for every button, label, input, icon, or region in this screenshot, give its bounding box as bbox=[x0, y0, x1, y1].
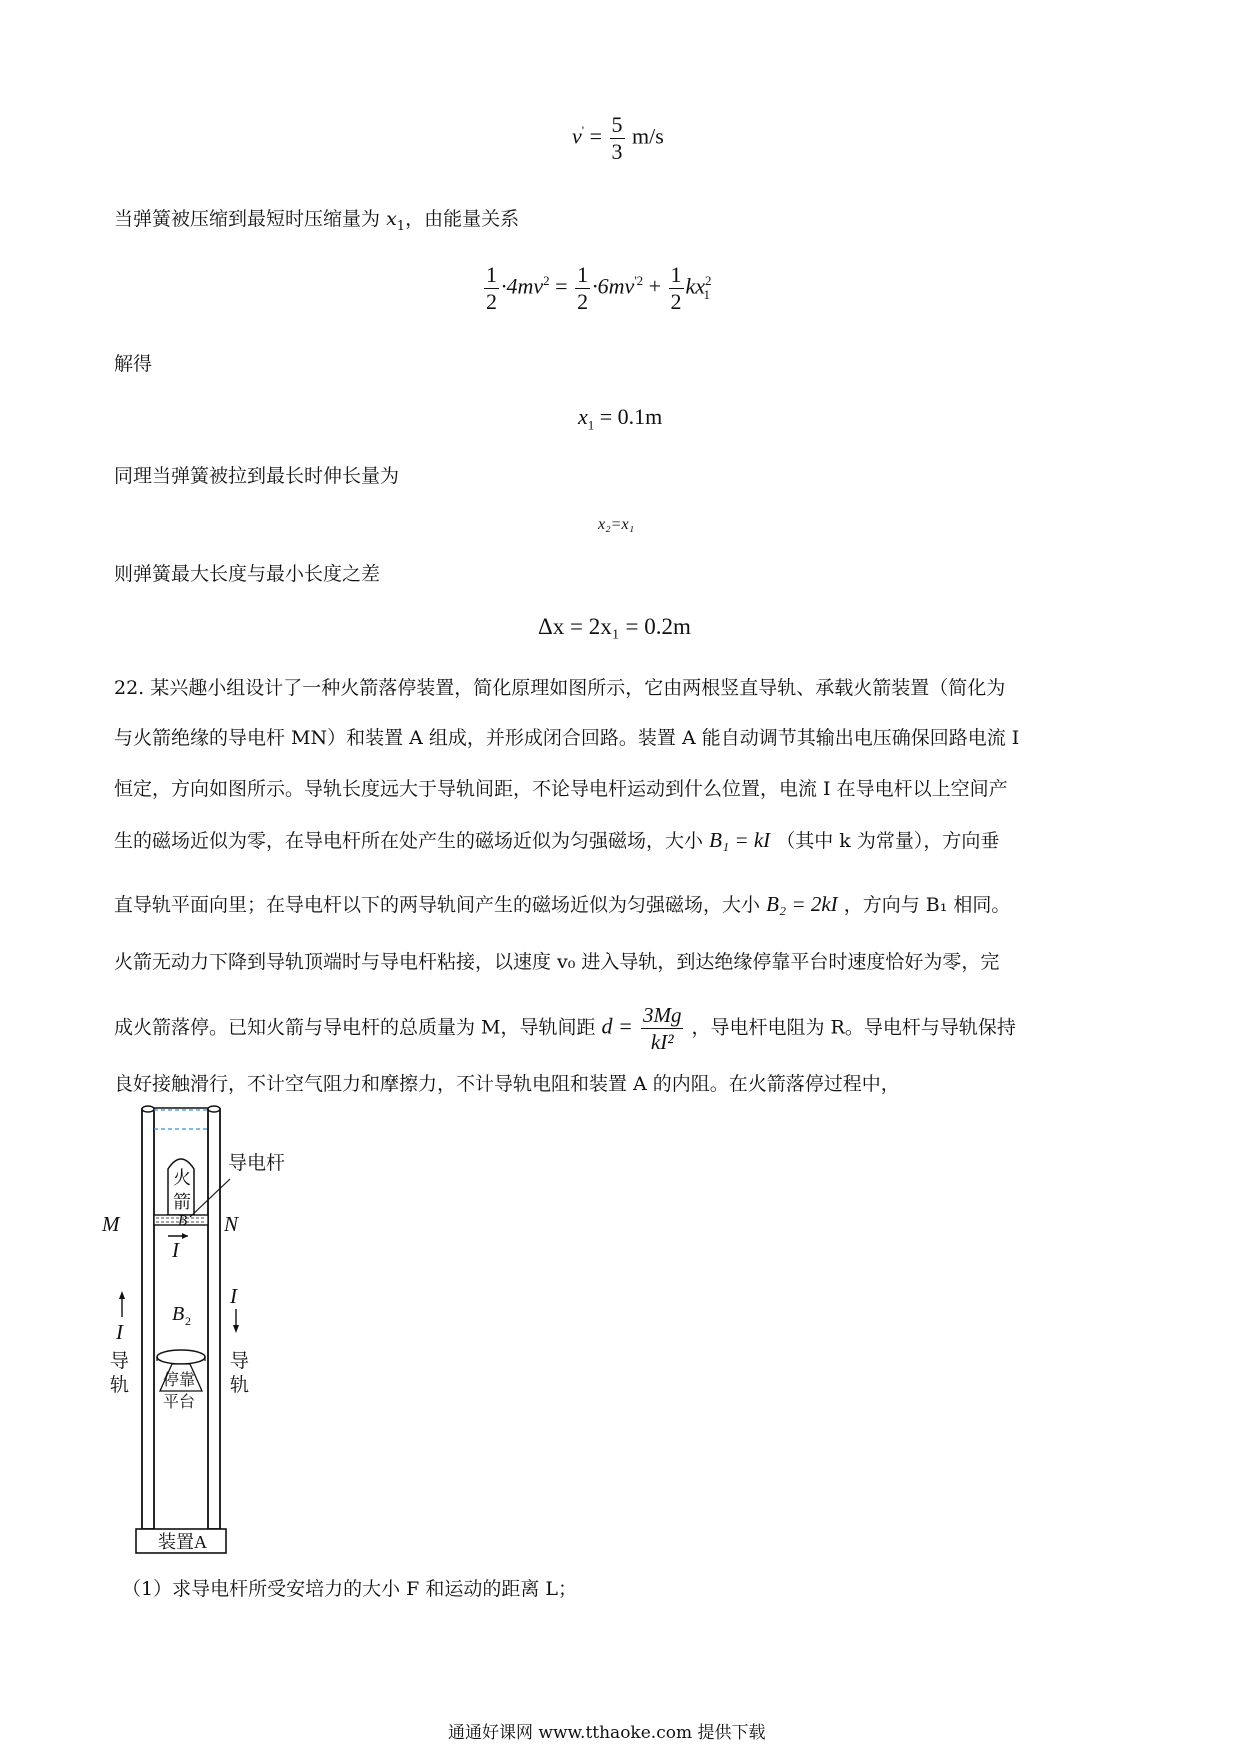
left-rail bbox=[142, 1109, 154, 1529]
frac-den: kI² bbox=[650, 1030, 674, 1054]
problem22-line6: 火箭无动力下降到导轨顶端时与导电杆粘接，以速度 v₀ 进入导轨，到达绝缘停靠平台时速度恰好为零，完 bbox=[114, 951, 1000, 973]
footer-watermark: 通通好课网 www.tthaoke.com 提供下载 bbox=[448, 1723, 766, 1743]
eq-v-prime-mark: ' bbox=[581, 123, 585, 139]
rail-right-label-2: 轨 bbox=[230, 1375, 250, 1396]
right-rail bbox=[208, 1109, 220, 1529]
problem22-line4 bbox=[114, 826, 999, 855]
text-segment: 生的磁场近似为零，在导电杆所在处产生的磁场近似为匀强磁场，大小 bbox=[114, 830, 704, 852]
equation-x1: $x_1 = 0.1m$ bbox=[578, 404, 663, 433]
text-segment: 直导轨平面向里；在导电杆以下的两导轨间产生的磁场近似为匀强磁场，大小 bbox=[114, 894, 761, 916]
text-segment: （其中 k 为常量），方向垂 bbox=[776, 830, 1000, 852]
rail-right-label-1: 导 bbox=[230, 1351, 250, 1372]
formula-d-fraction bbox=[641, 1002, 684, 1055]
question-1: （1）求导电杆所受安培力的大小 F 和运动的距离 L； bbox=[122, 1578, 578, 1600]
equation-energy: $\frac{1}{2}$ $\cdot 4mv^2$ = $\frac{1}{2}$ $\cdot 6mv^{'2}$ + $\frac{1}{2}$ $kx^2_1$ bbox=[486, 262, 712, 314]
frac-num: 1 bbox=[486, 262, 497, 287]
rocket-label-1: 火 bbox=[173, 1168, 191, 1188]
text-solve: 解得 bbox=[114, 353, 153, 375]
rail-left-label-1: 导 bbox=[110, 1351, 130, 1372]
text-segment: ，导电杆电阻为 R。导电杆与导轨保持 bbox=[691, 1016, 1016, 1039]
frac-den: 2 bbox=[486, 289, 497, 314]
label-rod: 导电杆 bbox=[228, 1153, 286, 1174]
platform-label-1: 停靠 bbox=[163, 1372, 196, 1389]
text-segment-tail: ，由能量关系 bbox=[405, 208, 520, 230]
text-spring-compress bbox=[114, 205, 519, 241]
formula-b2: B₂ = 2kI bbox=[766, 892, 838, 916]
device-a-label: 装置A bbox=[158, 1532, 207, 1552]
eq-v-symbol: v bbox=[572, 123, 582, 149]
text-segment: 成火箭落停。已知火箭与导电杆的总质量为 M，导轨间距 bbox=[114, 1016, 596, 1039]
text-diff: 则弹簧最大长度与最小长度之差 bbox=[114, 563, 381, 585]
equation-x2: x₂=x₁ bbox=[598, 516, 635, 533]
eq-numerator: 5 bbox=[611, 112, 623, 137]
problem22-line5 bbox=[114, 890, 1010, 919]
platform-top bbox=[157, 1350, 205, 1364]
text-same-stretch: 同理当弹簧被拉到最长时伸长量为 bbox=[114, 465, 400, 487]
eq-x1-rhs: = 0.1m bbox=[599, 404, 663, 429]
energy-term-3: kx bbox=[685, 273, 706, 299]
label-n: N bbox=[224, 1212, 239, 1236]
label-b2-sub: 2 bbox=[185, 1314, 191, 1328]
frac-num: 1 bbox=[670, 262, 682, 287]
label-i-rod: I bbox=[172, 1238, 179, 1262]
var-x-sub: 1 bbox=[396, 218, 406, 234]
eq-fraction bbox=[610, 112, 625, 165]
frac-den: 2 bbox=[670, 289, 682, 314]
problem22-line2: 与火箭绝缘的导电杆 MN）和装置 A 组成，并形成闭合回路。装置 A 能自动调节其输出电压确保回路电流 I bbox=[114, 727, 1020, 749]
problem22-line1: 22. 某兴趣小组设计了一种火箭落停装置，简化原理如图所示，它由两根竖直导轨、承载火箭装置（简化为 bbox=[114, 677, 1006, 699]
eq-denominator: 3 bbox=[611, 139, 623, 164]
label-m: M bbox=[102, 1212, 120, 1236]
energy-term-2: ·6mv bbox=[592, 273, 635, 299]
label-b2: B bbox=[172, 1303, 185, 1325]
equation-dx: Δx = 2x₁ = 0.2m bbox=[538, 614, 691, 639]
energy-frac-3 bbox=[669, 262, 684, 315]
platform-label-2: 平台 bbox=[163, 1394, 196, 1411]
rail-left-label-2: 轨 bbox=[110, 1375, 130, 1396]
label-i-right: I bbox=[230, 1284, 237, 1308]
equation-v-prime bbox=[572, 112, 664, 165]
frac-den: 2 bbox=[577, 289, 589, 314]
label-i-left: I bbox=[116, 1320, 123, 1344]
problem22-line3: 恒定，方向如图所示。导轨长度远大于导轨间距，不论导电杆运动到什么位置，电流 I 在导电杆以上空间产 bbox=[114, 778, 1008, 800]
text-segment: 当弹簧被压缩到最短时压缩量为 bbox=[114, 208, 381, 230]
rocket-label-2: 箭 bbox=[173, 1192, 191, 1212]
formula-b1: B₁ = kI bbox=[709, 828, 771, 852]
energy-frac-1 bbox=[484, 262, 499, 315]
rocket-landing-figure bbox=[100, 1105, 330, 1565]
var-x: x bbox=[386, 208, 397, 230]
frac-num: 3Mg bbox=[642, 1003, 682, 1027]
text-segment: ，方向与 B₁ 相同。 bbox=[843, 894, 1011, 916]
label-b1: B bbox=[178, 1213, 188, 1229]
formula-d: d = bbox=[601, 1013, 633, 1039]
eq-equals: = bbox=[589, 123, 603, 149]
frac-num: 1 bbox=[577, 262, 589, 287]
problem22-line7 bbox=[114, 1002, 1016, 1055]
energy-frac-2 bbox=[575, 262, 590, 315]
problem22-line8: 良好接触滑行，不计空气阻力和摩擦力，不计导轨电阻和装置 A 的内阻。在火箭落停过程中， bbox=[114, 1073, 900, 1095]
eq-unit: m/s bbox=[632, 123, 664, 149]
energy-term-1: ·4mv bbox=[501, 273, 544, 299]
